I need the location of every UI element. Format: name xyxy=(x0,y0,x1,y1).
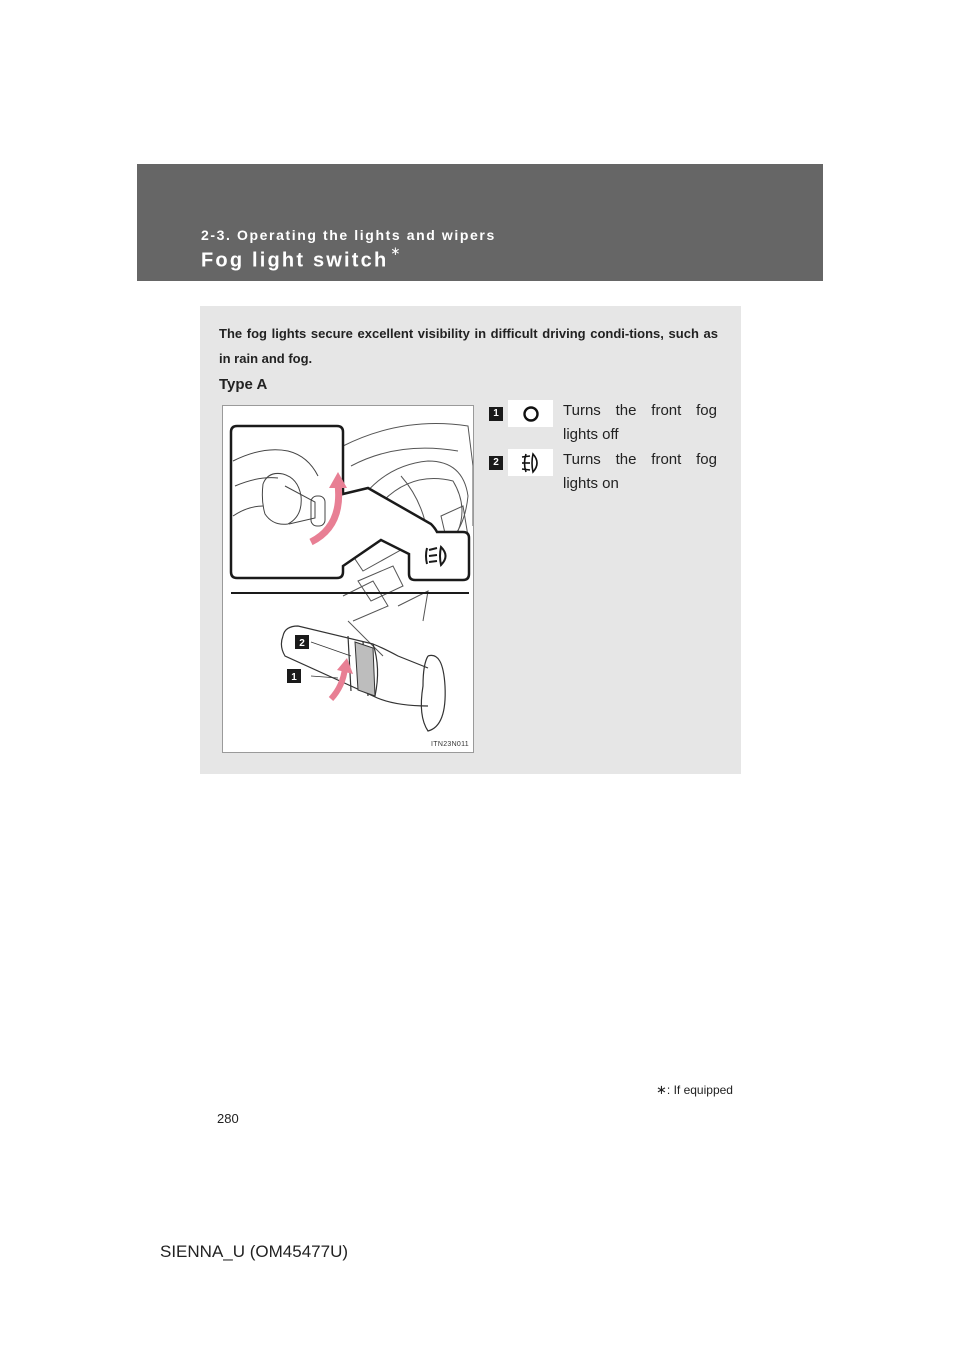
footnote-text: : If equipped xyxy=(666,1083,733,1097)
callout-1: 1 xyxy=(291,672,297,683)
fog-switch-illustration xyxy=(222,405,474,753)
type-label: Type A xyxy=(219,376,268,393)
inset-frame xyxy=(231,426,469,580)
callout-2: 2 xyxy=(299,638,305,649)
front-fog-light-icon xyxy=(508,449,553,476)
intro-text: The fog lights secure excellent visibility in difficult driving condi-tions, such as in rain and fog. xyxy=(219,326,718,366)
item-fog-off xyxy=(489,399,724,449)
page-number: 280 xyxy=(217,1111,239,1126)
item-text: Turns the front fog lights off xyxy=(563,402,717,443)
content-panel xyxy=(200,306,741,774)
item-number: 2 xyxy=(489,456,503,470)
chapter-header xyxy=(137,164,823,281)
figure-code: ITN23N011 xyxy=(431,741,469,748)
fog-light-off-icon xyxy=(508,400,553,427)
item-text: Turns the front fog lights on xyxy=(563,451,717,492)
page-title xyxy=(201,244,401,273)
footnote-mark: ∗ xyxy=(656,1082,667,1097)
illustration-drawing xyxy=(223,406,474,753)
section-title: 2-3. Operating the lights and wipers xyxy=(201,227,496,243)
footnote xyxy=(656,1082,733,1098)
lever-arrow-head xyxy=(337,658,353,674)
document-id: SIENNA_U (OM45477U) xyxy=(160,1242,349,1261)
fog-ring xyxy=(355,642,375,696)
page-title-text: Fog light switch xyxy=(201,249,389,272)
lever-arrow xyxy=(331,668,345,699)
item-fog-on xyxy=(489,448,724,498)
item-number: 1 xyxy=(489,407,503,421)
if-equipped-mark: ∗ xyxy=(390,244,401,258)
